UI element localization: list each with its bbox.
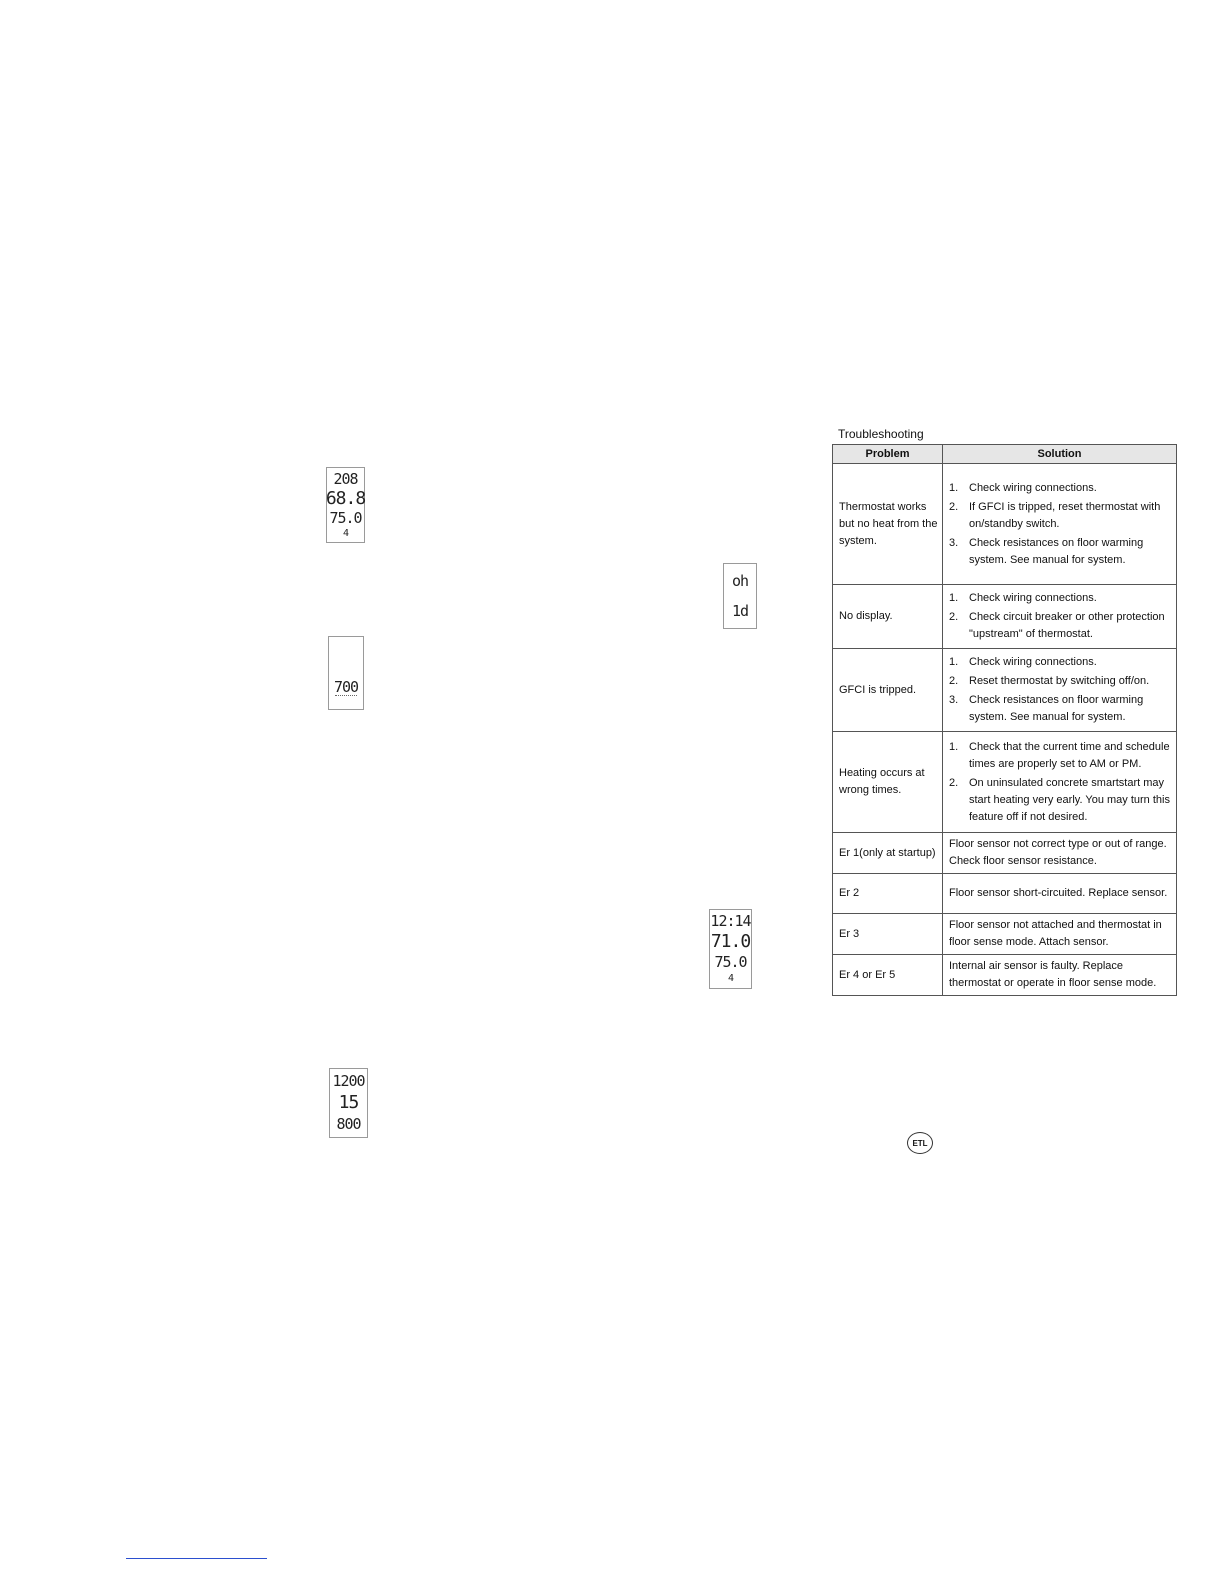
solution-cell: Floor sensor not correct type or out of range. Check floor sensor resistance. [943,833,1177,874]
problem-cell: Er 4 or Er 5 [833,955,943,996]
table-row [833,585,1177,649]
solution-step: 2. Reset thermostat by switching off/on. [949,675,1150,687]
problem-cell: Heating occurs at wrong times. [833,732,943,833]
solution-cell [943,732,1177,833]
lcd-line: 4 [727,973,734,984]
table-row [833,833,1177,874]
lcd-line: 75.0 [714,953,747,971]
lcd-indicator [335,695,357,699]
solution-step: 3. Check resistances on floor warming system. See manual for system. [949,536,1144,566]
lcd-line: 71.0 [710,931,751,952]
troubleshooting-title: Troubleshooting [838,427,924,441]
lcd-display-4 [709,909,752,989]
solution-step: 1. Check wiring connections. [949,656,1097,668]
problem-cell: Thermostat works but no heat from the system. [833,464,943,585]
lcd-line: 15 [338,1091,359,1113]
troubleshooting-table [832,444,1177,996]
lcd-line: 1200 [332,1071,365,1090]
table-row [833,914,1177,955]
solution-step: 2. Check circuit breaker or other protection "upstream" of thermostat. [949,611,1165,640]
lcd-line: oh [731,571,749,590]
lcd-line: 12:14 [710,912,751,930]
problem-cell: Er 3 [833,914,943,955]
table-header-row [833,445,1177,464]
solution-header: Solution [943,445,1177,464]
solution-cell [943,585,1177,649]
problem-cell: No display. [833,585,943,649]
problem-cell: Er 1(only at startup) [833,833,943,874]
lcd-line: 68.8 [325,487,366,509]
solution-cell [943,649,1177,732]
lcd-display-5 [329,1068,368,1138]
solution-step: 1. Check that the current time and schedule times are properly set to AM or PM. [949,740,1170,770]
solution-cell: Floor sensor short-circuited. Replace sensor. [943,874,1177,914]
solution-step: 2. If GFCI is tripped, reset thermostat with on/standby switch. [949,500,1161,530]
lcd-display-1 [326,467,365,543]
solution-cell: Floor sensor not attached and thermostat in floor sense mode. Attach sensor. [943,914,1177,955]
table-row [833,464,1177,585]
lcd-display-3 [328,636,364,710]
solution-step: 2. On uninsulated concrete smartstart may start heating very early. You may turn this feature off if not desired. [949,776,1170,823]
table-row [833,649,1177,732]
problem-cell: Er 2 [833,874,943,914]
lcd-line: 208 [333,469,358,488]
table-row [833,874,1177,914]
solution-step: 1. Check wiring connections. [949,481,1097,494]
lcd-line: 75.0 [329,508,362,527]
table-row [833,732,1177,833]
lcd-line: 800 [336,1115,361,1134]
lcd-line: 4 [342,527,349,539]
solution-cell [943,464,1177,585]
problem-header: Problem [833,445,943,464]
solution-cell: Internal air sensor is faulty. Replace thermostat or operate in floor sense mode. [943,955,1177,996]
lcd-display-2 [723,563,757,629]
solution-step: 3. Check resistances on floor warming system. See manual for system. [949,694,1144,723]
solution-step: 1. Check wiring connections. [949,592,1097,604]
lcd-line: 700 [333,678,359,696]
table-row [833,955,1177,996]
footer-link-underline[interactable] [126,1558,267,1559]
problem-cell: GFCI is tripped. [833,649,943,732]
lcd-line: 1d [731,601,749,620]
etl-certification-logo: ETL [907,1132,933,1154]
